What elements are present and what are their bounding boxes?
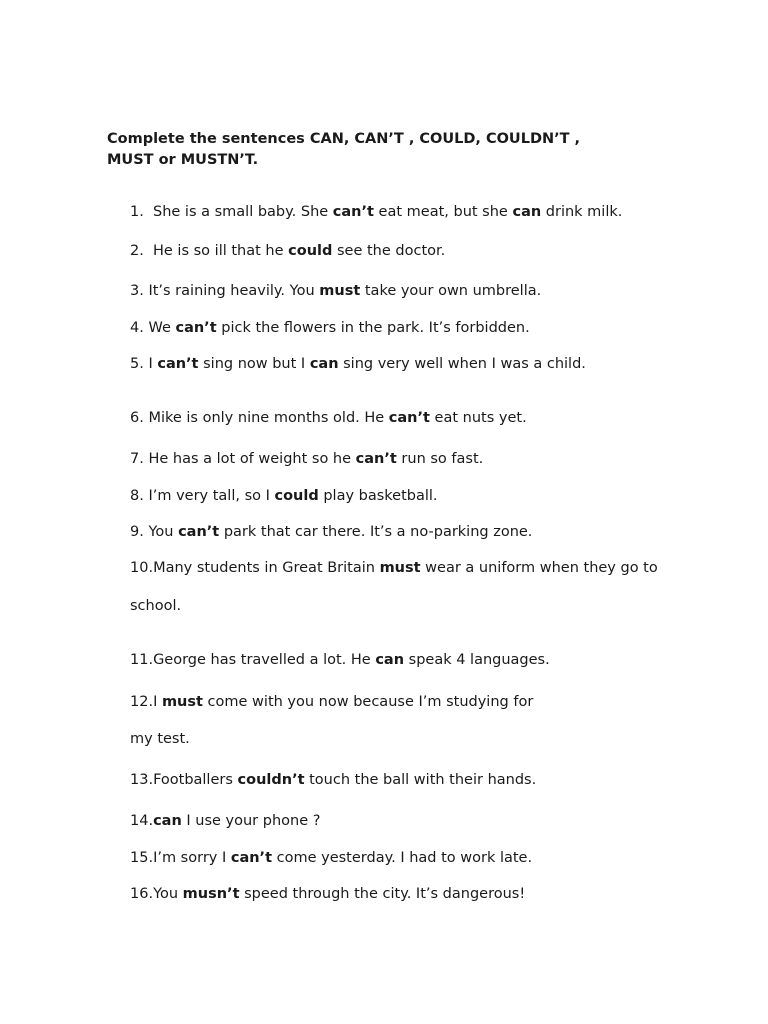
sentence-text: take your own umbrella. [360, 283, 542, 299]
sentence-item-10 [130, 558, 658, 578]
sentence-text: play basketball. [318, 488, 438, 504]
item-number: 8. [130, 488, 144, 504]
answer-word: can [512, 204, 542, 220]
answer-word: can’t [178, 524, 220, 540]
answer-word: must [379, 560, 421, 576]
sentence-text: drink milk. [541, 204, 623, 220]
answer-word: must [161, 694, 203, 710]
sentence-item-14 [130, 811, 320, 831]
item-number: 10. [130, 560, 154, 576]
sentence-item-12-continuation: my test. [130, 731, 190, 747]
item-number: 14. [130, 813, 154, 829]
sentence-item-12 [130, 692, 533, 712]
item-number: 7. [130, 451, 144, 467]
sentence-text: touch the ball with their hands. [304, 772, 537, 788]
item-number: 5. [130, 356, 144, 372]
answer-word: can [309, 356, 339, 372]
sentence-text: Footballers [153, 772, 238, 788]
answer-word: can’t [175, 320, 217, 336]
sentence-text: I use your phone ? [181, 813, 321, 829]
item-number: 16. [130, 886, 154, 902]
sentence-text: eat nuts yet. [429, 410, 527, 426]
sentence-item-16 [130, 884, 525, 904]
answer-word: can’t [355, 451, 397, 467]
sentence-text: Many students in Great Britain [153, 560, 380, 576]
sentence-text: sing very well when I was a child. [338, 356, 586, 372]
sentence-text: I’m sorry I [153, 850, 231, 866]
sentence-text: speak 4 languages. [404, 652, 550, 668]
worksheet-title: Complete the sentences CAN, CAN’T , COULD, COULDN’T , MUST or MUSTN’T. [107, 131, 581, 168]
item-number: 3. [130, 283, 144, 299]
sentence-item-3 [130, 281, 541, 301]
sentence-text: come yesterday. I had to work late. [272, 850, 533, 866]
sentence-text: eat meat, but she [373, 204, 513, 220]
item-number: 12. [130, 694, 154, 710]
sentence-text: You [143, 524, 179, 540]
sentence-text: wear a uniform when they go to [420, 560, 658, 576]
answer-word: can’t [157, 356, 199, 372]
item-number: 1. [130, 204, 144, 220]
item-number: 11. [130, 652, 154, 668]
answer-word: can’t [388, 410, 430, 426]
sentence-item-1 [130, 202, 622, 222]
sentence-text: It’s raining heavily. You [143, 283, 320, 299]
sentence-text: I [143, 356, 158, 372]
sentence-item-9 [130, 522, 532, 542]
sentence-text: park that car there. It’s a no-parking zone. [219, 524, 533, 540]
answer-word: could [288, 243, 333, 259]
item-number: 9. [130, 524, 144, 540]
answer-word: can [153, 813, 182, 829]
sentence-item-11 [130, 650, 550, 670]
sentence-item-2 [130, 241, 445, 261]
sentence-text: George has travelled a lot. He [153, 652, 376, 668]
item-number: 13. [130, 772, 154, 788]
item-number: 2. [130, 243, 144, 259]
sentence-text: sing now but I [198, 356, 310, 372]
sentence-text: She is a small baby. She [153, 204, 333, 220]
sentence-item-15 [130, 848, 532, 868]
sentence-text: I [153, 694, 162, 710]
sentence-item-7 [130, 449, 483, 469]
sentence-text: speed through the city. It’s dangerous! [239, 886, 526, 902]
answer-word: could [274, 488, 319, 504]
sentence-item-6 [130, 408, 527, 428]
item-number: 15. [130, 850, 154, 866]
answer-word: must [319, 283, 361, 299]
sentence-text: I’m very tall, so I [143, 488, 275, 504]
sentence-text: run so fast. [396, 451, 484, 467]
answer-word: can’t [230, 850, 273, 866]
answer-word: musn’t [182, 886, 240, 902]
sentence-item-13 [130, 770, 536, 790]
answer-word: can’t [332, 204, 374, 220]
item-number: 4. [130, 320, 144, 336]
sentence-item-4 [130, 318, 530, 338]
sentence-text: Mike is only nine months old. He [143, 410, 389, 426]
sentence-text: pick the flowers in the park. It’s forbidden. [216, 320, 530, 336]
sentence-text: You [153, 886, 183, 902]
sentence-text: He is so ill that he [153, 243, 289, 259]
sentence-item-8 [130, 486, 438, 506]
sentence-text: come with you now because I’m studying for [202, 694, 534, 710]
item-number: 6. [130, 410, 144, 426]
sentence-item-10-continuation: school. [130, 598, 182, 614]
sentence-text: We [143, 320, 176, 336]
sentence-item-5 [130, 354, 586, 374]
sentence-text: see the doctor. [332, 243, 446, 259]
answer-word: couldn’t [237, 772, 305, 788]
answer-word: can [375, 652, 405, 668]
sentence-text: He has a lot of weight so he [143, 451, 356, 467]
